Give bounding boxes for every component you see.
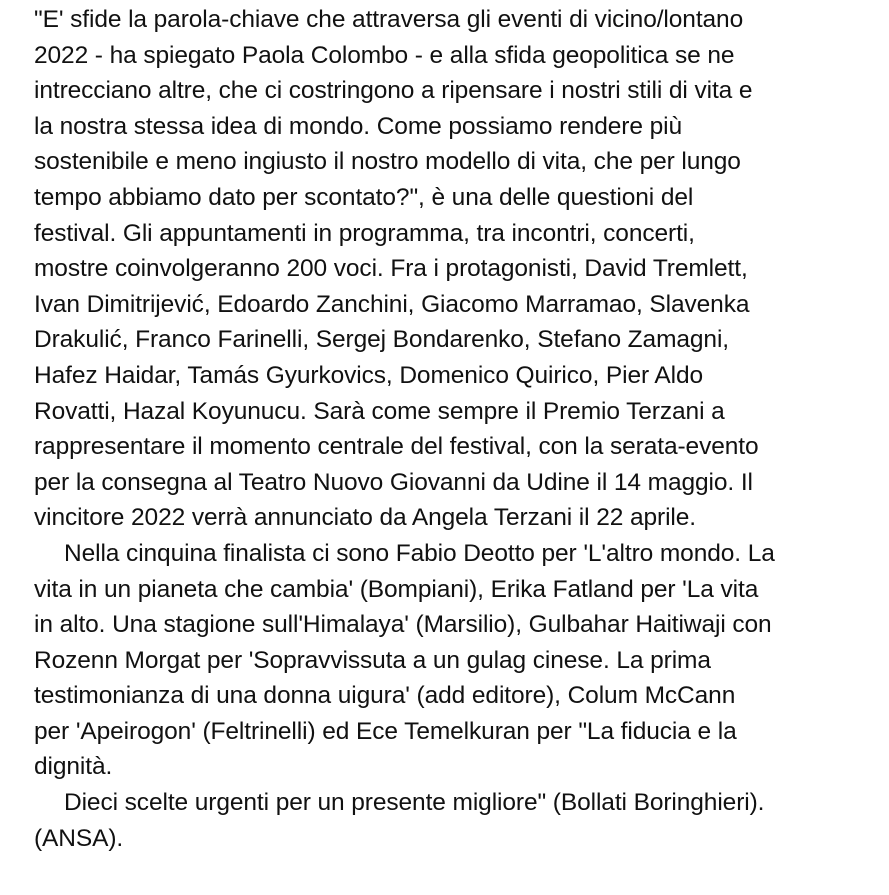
text-line: (ANSA). bbox=[34, 824, 124, 852]
text-line: vita in un pianeta che cambia' (Bompiani), Erika Fatland per 'La vita bbox=[34, 575, 759, 603]
text-line: Rozenn Morgat per 'Sopravvissuta a un gulag cinese. La prima bbox=[34, 646, 711, 674]
text-line: la nostra stessa idea di mondo. Come possiamo rendere più bbox=[34, 112, 682, 140]
text-line: mostre coinvolgeranno 200 voci. Fra i protagonisti, David Tremlett, bbox=[34, 255, 748, 283]
text-line: rappresentare il momento centrale del festival, con la serata-evento bbox=[34, 433, 759, 461]
text-line: per la consegna al Teatro Nuovo Giovanni da Udine il 14 maggio. Il bbox=[34, 468, 753, 496]
text-line: Nella cinquina finalista ci sono Fabio Deotto per 'L'altro mondo. La bbox=[64, 539, 775, 567]
paragraph-2 bbox=[34, 536, 884, 785]
text-line: Drakulić, Franco Farinelli, Sergej Bondarenko, Stefano Zamagni, bbox=[34, 326, 730, 354]
text-line: 2022 - ha spiegato Paola Colombo - e alla sfida geopolitica se ne bbox=[34, 41, 735, 69]
text-line: vincitore 2022 verrà annunciato da Angela Terzani il 22 aprile. bbox=[34, 504, 696, 532]
text-line: "E' sfide la parola-chiave che attraversa gli eventi di vicino/lontano bbox=[34, 6, 744, 33]
text-line: sostenibile e meno ingiusto il nostro modello di vita, che per lungo bbox=[34, 148, 741, 176]
text-line: tempo abbiamo dato per scontato?", è una delle questioni del bbox=[34, 183, 694, 211]
text-line: Ivan Dimitrijević, Edoardo Zanchini, Giacomo Marramao, Slavenka bbox=[34, 290, 750, 318]
text-line: intrecciano altre, che ci costringono a ripensare i nostri stili di vita e bbox=[34, 77, 753, 105]
text-line: per 'Apeirogon' (Feltrinelli) ed Ece Temelkuran per "La fiducia e la bbox=[34, 717, 737, 745]
text-line: Dieci scelte urgenti per un presente migliore" (Bollati Boringhieri). bbox=[64, 789, 765, 817]
text-line: Hafez Haidar, Tamás Gyurkovics, Domenico Quirico, Pier Aldo bbox=[34, 361, 704, 389]
text-line: dignità. bbox=[34, 753, 113, 781]
text-line: testimonianza di una donna uigura' (add editore), Colum McCann bbox=[34, 682, 736, 710]
paragraph-3 bbox=[34, 785, 884, 856]
text-line: Rovatti, Hazal Koyunucu. Sarà come sempre il Premio Terzani a bbox=[34, 397, 725, 425]
paragraph-1 bbox=[34, 2, 884, 536]
article-body bbox=[34, 2, 884, 856]
text-line: in alto. Una stagione sull'Himalaya' (Marsilio), Gulbahar Haitiwaji con bbox=[34, 611, 772, 639]
text-line: festival. Gli appuntamenti in programma, tra incontri, concerti, bbox=[34, 219, 695, 247]
